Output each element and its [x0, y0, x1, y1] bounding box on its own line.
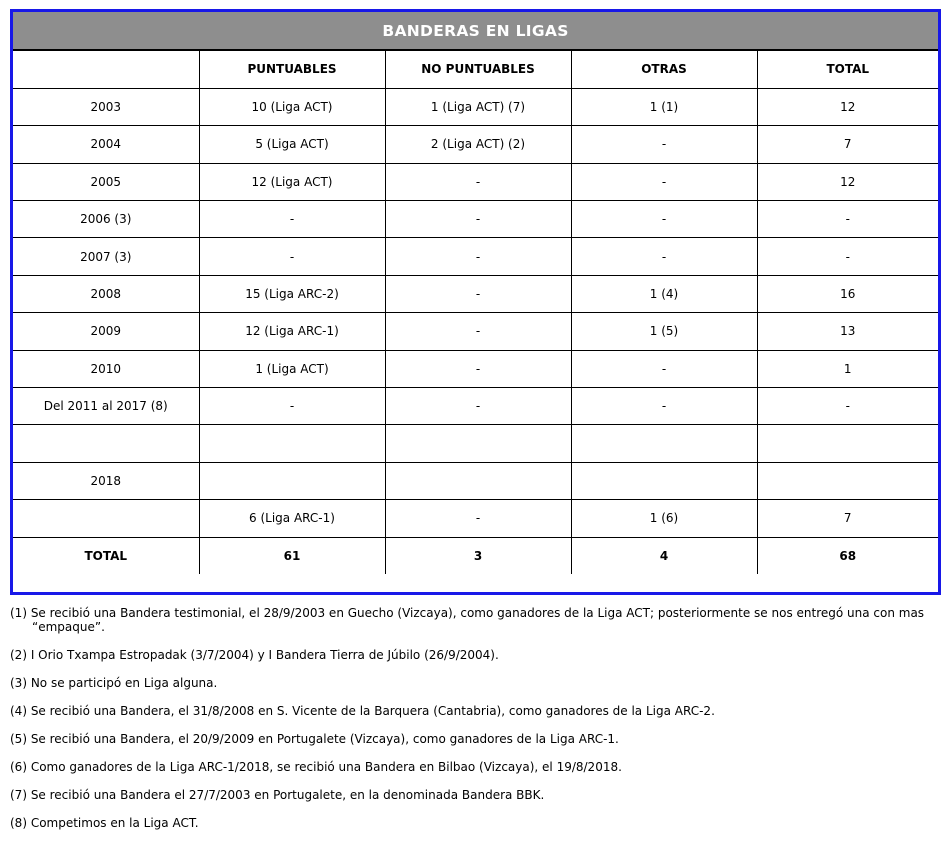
table-row: [13, 201, 938, 238]
table-row: [13, 350, 938, 387]
header-cell-puntuables: PUNTUABLES: [199, 51, 385, 88]
table-cell: 1 (Liga ACT) (7): [385, 88, 571, 125]
table-cell: -: [199, 388, 385, 425]
row-label-cell: Del 2011 al 2017 (8): [13, 388, 199, 425]
footnote-2: (2) I Orio Txampa Estropadak (3/7/2004) y I Bandera Tierra de Júbilo (26/9/2004).: [10, 648, 499, 662]
table-body: [13, 88, 938, 574]
table-cell: 16: [757, 275, 938, 312]
row-label-cell: [13, 500, 199, 537]
table-cell: 12: [757, 163, 938, 200]
table-cell: 1: [757, 350, 938, 387]
table-cell: 1 (Liga ACT): [199, 350, 385, 387]
table-cell: 2 (Liga ACT) (2): [385, 126, 571, 163]
table-row: [13, 425, 938, 462]
row-label-cell: 2008: [13, 275, 199, 312]
table-cell: [757, 462, 938, 499]
table-cell: 6 (Liga ARC-1): [199, 500, 385, 537]
table-row: [13, 126, 938, 163]
table-cell: 12 (Liga ACT): [199, 163, 385, 200]
table-cell: [385, 462, 571, 499]
table-cell: [571, 462, 757, 499]
table-cell: -: [757, 238, 938, 275]
table-row: [13, 275, 938, 312]
total-cell: 68: [757, 537, 938, 574]
table-cell: -: [385, 275, 571, 312]
table-cell: 5 (Liga ACT): [199, 126, 385, 163]
header-cell-otras: OTRAS: [571, 51, 757, 88]
row-label-cell: [13, 425, 199, 462]
banderas-table: [13, 51, 938, 574]
table-cell: -: [385, 238, 571, 275]
table-cell: 1 (6): [571, 500, 757, 537]
table-row: [13, 500, 938, 537]
table-cell: [571, 425, 757, 462]
row-label-cell: 2006 (3): [13, 201, 199, 238]
table-cell: 1 (1): [571, 88, 757, 125]
total-cell: 61: [199, 537, 385, 574]
table-cell: 7: [757, 500, 938, 537]
table-cell: -: [571, 388, 757, 425]
row-label-cell: 2018: [13, 462, 199, 499]
row-label-cell: 2010: [13, 350, 199, 387]
footnotes: [10, 606, 930, 844]
table-cell: -: [571, 201, 757, 238]
header-cell-blank: [13, 51, 199, 88]
table-title: BANDERAS EN LIGAS: [13, 12, 938, 51]
header-cell-no-puntuables: NO PUNTUABLES: [385, 51, 571, 88]
total-cell: 3: [385, 537, 571, 574]
table-cell: [757, 425, 938, 462]
table-row: [13, 388, 938, 425]
table-cell: -: [199, 201, 385, 238]
table-cell: -: [199, 238, 385, 275]
table-cell: -: [385, 201, 571, 238]
footnote-4: (4) Se recibió una Bandera, el 31/8/2008 en S. Vicente de la Barquera (Cantabria), como ganadores de la Liga ARC-2.: [10, 704, 715, 718]
row-label-cell: 2003: [13, 88, 199, 125]
footnote-3: (3) No se participó en Liga alguna.: [10, 676, 218, 690]
total-label-cell: TOTAL: [13, 537, 199, 574]
header-row: [13, 51, 938, 88]
table-cell: 12 (Liga ARC-1): [199, 313, 385, 350]
table-cell: 1 (5): [571, 313, 757, 350]
table-cell: 13: [757, 313, 938, 350]
table-row: [13, 238, 938, 275]
table-cell: -: [385, 163, 571, 200]
banderas-table-container: [10, 9, 941, 595]
footnote-7: (7) Se recibió una Bandera el 27/7/2003 en Portugalete, en la denominada Bandera BBK.: [10, 788, 545, 802]
table-row: [13, 462, 938, 499]
table-cell: -: [385, 350, 571, 387]
table-cell: -: [385, 500, 571, 537]
table-row: [13, 88, 938, 125]
table-cell: -: [571, 126, 757, 163]
table-cell: 7: [757, 126, 938, 163]
table-cell: -: [385, 313, 571, 350]
footnote-5: (5) Se recibió una Bandera, el 20/9/2009 en Portugalete (Vizcaya), como ganadores de la Liga ARC-1.: [10, 732, 619, 746]
footnote-6: (6) Como ganadores de la Liga ARC-1/2018, se recibió una Bandera en Bilbao (Vizcaya), el 19/8/2018.: [10, 760, 622, 774]
table-cell: 10 (Liga ACT): [199, 88, 385, 125]
footnote-8: (8) Competimos en la Liga ACT.: [10, 816, 199, 830]
total-row: [13, 537, 938, 574]
table-cell: -: [571, 238, 757, 275]
table-row: [13, 163, 938, 200]
table-cell: 12: [757, 88, 938, 125]
table-cell: -: [757, 388, 938, 425]
table-cell: -: [571, 163, 757, 200]
table-row: [13, 313, 938, 350]
footnote-1: (1) Se recibió una Bandera testimonial, el 28/9/2003 en Guecho (Vizcaya), como ganadores de la Liga ACT; posteriormente se nos entregó una con mas “empaque”.: [10, 606, 925, 634]
table-cell: 15 (Liga ARC-2): [199, 275, 385, 312]
table-cell: 1 (4): [571, 275, 757, 312]
table-cell: [199, 425, 385, 462]
row-label-cell: 2004: [13, 126, 199, 163]
table-cell: -: [571, 350, 757, 387]
row-label-cell: 2009: [13, 313, 199, 350]
table-cell: [385, 425, 571, 462]
table-cell: [199, 462, 385, 499]
table-cell: -: [385, 388, 571, 425]
row-label-cell: 2005: [13, 163, 199, 200]
row-label-cell: 2007 (3): [13, 238, 199, 275]
table-cell: -: [757, 201, 938, 238]
total-cell: 4: [571, 537, 757, 574]
header-cell-total: TOTAL: [757, 51, 938, 88]
